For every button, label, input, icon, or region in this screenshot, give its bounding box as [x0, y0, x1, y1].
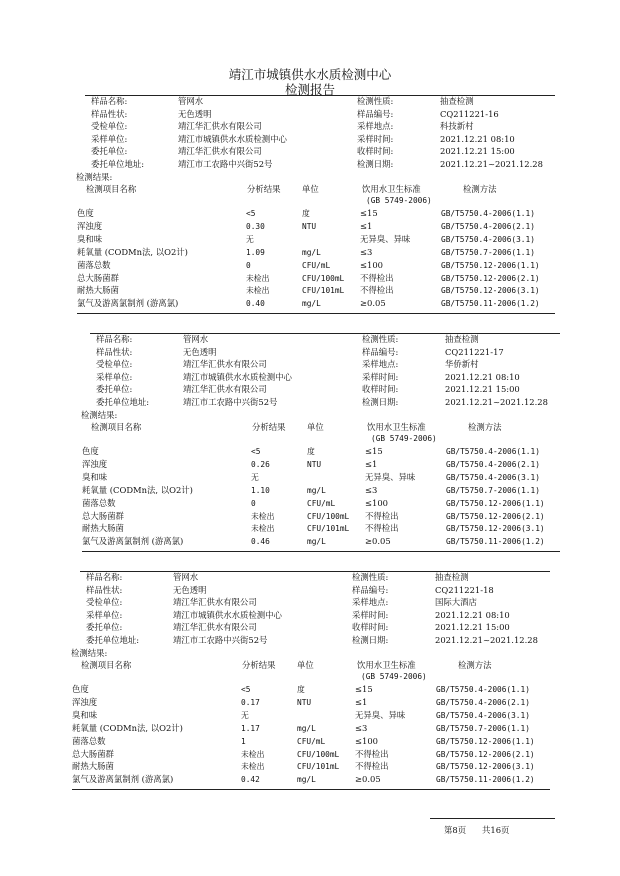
- table-bottom-rule: [82, 551, 560, 552]
- report-title: 靖江市城镇供水水质检测中心: [228, 67, 392, 82]
- row-standard: 无异臭、异味: [365, 471, 416, 482]
- row-unit: NTU: [302, 221, 317, 231]
- row-unit: mg/L: [297, 775, 316, 785]
- row-item: 臭和味: [77, 233, 103, 244]
- field-label: 采样单位:: [96, 371, 133, 382]
- row-result: 未检出: [251, 524, 275, 534]
- row-item: 耗氧量 (CODMn法, 以O2计): [82, 484, 193, 495]
- row-standard: ≤15: [355, 684, 373, 694]
- field-value: CQ211221-18: [435, 584, 494, 595]
- row-result: 无: [246, 234, 254, 244]
- row-result: 0.42: [241, 775, 260, 785]
- field-label: 委托单位地址:: [96, 397, 150, 407]
- row-standard: ≤3: [355, 722, 368, 733]
- row-item: 色度: [77, 208, 94, 218]
- row-unit: 度: [307, 447, 315, 456]
- row-unit: NTU: [307, 459, 322, 469]
- field-label: 委托单位地址:: [86, 635, 140, 645]
- row-unit: mg/L: [307, 537, 326, 547]
- field-value: 靖江市工农路中兴街52号: [173, 635, 268, 645]
- row-item: 色度: [82, 446, 99, 456]
- row-standard: ≤100: [355, 735, 379, 746]
- row-unit: CFU/101mL: [297, 762, 340, 772]
- field-value: 2021.12.21 15:00: [440, 146, 515, 157]
- field-value: 2021.12.21 08:10: [445, 371, 520, 382]
- field-value: 抽查检测: [435, 572, 469, 582]
- field-value: 靖江华汇供水有限公司: [183, 359, 267, 370]
- row-item: 浑浊度: [77, 220, 103, 231]
- field-value: 靖江市城镇供水水质检测中心: [178, 133, 287, 144]
- row-method: GB/T5750.7-2006(1.1): [446, 485, 540, 495]
- column-header-unit: 单位: [302, 184, 319, 194]
- field-value: 华侨新村: [445, 359, 479, 370]
- row-unit: 度: [297, 685, 305, 694]
- row-result: <5: [246, 209, 256, 218]
- field-label: 采样时间:: [352, 609, 389, 620]
- column-header-standard: 饮用水卫生标准: [367, 422, 426, 432]
- field-label: 检测性质:: [357, 96, 394, 106]
- field-label: 委托单位地址:: [91, 159, 145, 169]
- row-method: GB/T5750.4-2006(3.1): [436, 710, 530, 720]
- row-item: 耐热大肠菌: [77, 285, 119, 296]
- column-header-standard-code: (GB 5749-2006): [366, 196, 432, 205]
- row-method: GB/T5750.4-2006(1.1): [446, 447, 540, 456]
- row-standard: ≤3: [360, 246, 373, 257]
- field-value: 管网水: [183, 334, 209, 344]
- row-method: GB/T5750.12-2006(2.1): [441, 273, 540, 283]
- field-label: 检测日期:: [357, 159, 394, 169]
- field-label: 样品性状:: [91, 108, 128, 119]
- row-unit: mg/L: [297, 723, 316, 733]
- row-standard: 无异臭、异味: [360, 233, 411, 244]
- page-total: 共16页: [482, 825, 510, 835]
- field-label: 样品编号:: [357, 108, 394, 119]
- field-label: 收样时间:: [357, 146, 394, 157]
- row-method: GB/T5750.4-2006(3.1): [446, 472, 540, 482]
- field-value: 靖江市工农路中兴街52号: [178, 159, 273, 169]
- column-header-standard-code: (GB 5749-2006): [371, 434, 437, 443]
- row-method: GB/T5750.11-2006(1.2): [446, 537, 545, 547]
- column-header-item: 检测项目名称: [86, 184, 137, 194]
- row-method: GB/T5750.4-2006(1.1): [441, 209, 535, 218]
- row-standard: 不得检出: [365, 510, 399, 521]
- row-result: 未检出: [251, 511, 275, 521]
- field-label: 采样地点:: [357, 121, 394, 132]
- row-method: GB/T5750.11-2006(1.2): [441, 299, 540, 309]
- row-result: <5: [251, 447, 261, 456]
- row-item: 色度: [72, 684, 89, 694]
- field-value: 2021.12.21~2021.12.28: [435, 635, 538, 645]
- row-unit: CFU/101mL: [307, 524, 350, 534]
- row-method: GB/T5750.12-2006(3.1): [441, 286, 540, 296]
- row-result: <5: [241, 685, 251, 694]
- row-item: 耗氧量 (CODMn法, 以O2计): [77, 246, 188, 257]
- field-value: 国际大酒店: [435, 597, 477, 608]
- field-label: 检测日期:: [362, 397, 399, 407]
- row-item: 臭和味: [82, 471, 108, 482]
- field-value: 靖江华汇供水有限公司: [178, 121, 262, 132]
- section-divider: [80, 571, 550, 572]
- results-label: 检测结果:: [76, 172, 113, 182]
- column-header-method: 检测方法: [463, 184, 497, 194]
- row-method: GB/T5750.4-2006(3.1): [441, 234, 535, 244]
- field-value: 2021.12.21 15:00: [435, 622, 510, 633]
- row-result: 未检出: [246, 286, 270, 296]
- row-standard: 不得检出: [355, 761, 389, 772]
- row-standard: 无异臭、异味: [355, 709, 406, 720]
- footer-rule: [430, 818, 555, 819]
- row-unit: CFU/100mL: [307, 511, 350, 521]
- row-method: GB/T5750.4-2006(2.1): [436, 697, 530, 707]
- field-label: 采样单位:: [91, 133, 128, 144]
- field-label: 检测性质:: [352, 572, 389, 582]
- row-method: GB/T5750.4-2006(2.1): [446, 459, 540, 469]
- column-header-standard-code: (GB 5749-2006): [361, 672, 427, 681]
- row-item: 浑浊度: [72, 696, 98, 707]
- row-method: GB/T5750.4-2006(2.1): [441, 221, 535, 231]
- field-label: 样品编号:: [352, 584, 389, 595]
- row-unit: mg/L: [307, 485, 326, 495]
- row-unit: NTU: [297, 697, 312, 707]
- column-header-result: 分析结果: [247, 184, 281, 194]
- field-value: 管网水: [173, 572, 199, 582]
- row-item: 总大肠菌群: [72, 748, 114, 759]
- field-label: 样品性状:: [86, 584, 123, 595]
- row-standard: ≥0.05: [365, 536, 391, 547]
- row-standard: 不得检出: [360, 272, 394, 283]
- row-result: 1: [241, 736, 246, 746]
- row-result: 未检出: [241, 762, 265, 772]
- row-result: 1.17: [241, 723, 260, 733]
- field-label: 收样时间:: [352, 622, 389, 633]
- field-label: 样品名称:: [96, 334, 133, 344]
- row-standard: ≤15: [360, 208, 378, 218]
- field-value: 2021.12.21 08:10: [435, 609, 510, 620]
- field-value: CQ211221-17: [445, 346, 504, 357]
- results-label: 检测结果:: [81, 410, 118, 420]
- section-divider: [90, 333, 560, 334]
- row-unit: 度: [302, 209, 310, 218]
- field-label: 采样地点:: [362, 359, 399, 370]
- row-standard: ≤1: [355, 696, 368, 707]
- field-value: 科技新村: [440, 121, 474, 132]
- row-result: 0.17: [241, 697, 260, 707]
- column-header-result: 分析结果: [242, 660, 276, 670]
- column-header-method: 检测方法: [468, 422, 502, 432]
- row-standard: 不得检出: [365, 523, 399, 534]
- row-item: 耗氧量 (CODMn法, 以O2计): [72, 722, 183, 733]
- report-subtitle: 检测报告: [284, 82, 335, 97]
- row-unit: mg/L: [302, 299, 321, 309]
- row-item: 臭和味: [72, 709, 98, 720]
- column-header-result: 分析结果: [252, 422, 286, 432]
- column-header-unit: 单位: [307, 422, 324, 432]
- row-unit: CFU/100mL: [302, 273, 345, 283]
- field-label: 采样单位:: [86, 609, 123, 620]
- row-item: 耐热大肠菌: [72, 761, 114, 772]
- row-result: 1.10: [251, 485, 270, 495]
- field-value: 靖江华汇供水有限公司: [173, 622, 257, 633]
- row-item: 菌落总数: [72, 735, 106, 746]
- row-item: 菌落总数: [82, 497, 116, 508]
- row-result: 无: [251, 472, 259, 482]
- row-result: 1.09: [246, 247, 265, 257]
- row-item: 总大肠菌群: [77, 272, 119, 283]
- field-label: 样品名称:: [86, 572, 123, 582]
- field-value: 管网水: [178, 96, 204, 106]
- row-unit: CFU/101mL: [302, 286, 345, 296]
- field-label: 样品性状:: [96, 346, 133, 357]
- field-value: 无色透明: [173, 584, 207, 595]
- field-value: 2021.12.21~2021.12.28: [445, 397, 548, 407]
- table-bottom-rule: [72, 789, 550, 790]
- row-item: 浑浊度: [82, 458, 108, 469]
- field-label: 采样时间:: [362, 371, 399, 382]
- row-unit: CFU/mL: [307, 498, 336, 508]
- field-value: 2021.12.21~2021.12.28: [440, 159, 543, 169]
- row-method: GB/T5750.4-2006(1.1): [436, 685, 530, 694]
- results-label: 检测结果:: [71, 648, 108, 658]
- row-standard: ≤1: [360, 220, 373, 231]
- row-item: 总大肠菌群: [82, 510, 124, 521]
- column-header-standard: 饮用水卫生标准: [357, 660, 416, 670]
- row-item: 氯气及游离氯制剂 (游离氯): [72, 774, 174, 785]
- row-result: 0: [246, 260, 251, 270]
- section-divider: [85, 95, 555, 96]
- row-item: 菌落总数: [77, 259, 111, 270]
- column-header-unit: 单位: [297, 660, 314, 670]
- row-standard: ≤1: [365, 458, 378, 469]
- field-value: 靖江华汇供水有限公司: [183, 384, 267, 395]
- field-value: 抽查检测: [445, 334, 479, 344]
- row-unit: CFU/mL: [302, 260, 331, 270]
- row-method: GB/T5750.12-2006(3.1): [436, 762, 535, 772]
- row-result: 0.46: [251, 537, 270, 547]
- field-label: 委托单位:: [86, 622, 123, 633]
- field-value: 靖江市城镇供水水质检测中心: [183, 371, 292, 382]
- field-label: 受检单位:: [91, 121, 128, 132]
- row-unit: CFU/mL: [297, 736, 326, 746]
- row-unit: CFU/100mL: [297, 749, 340, 759]
- row-standard: ≥0.05: [355, 774, 381, 785]
- column-header-standard: 饮用水卫生标准: [362, 184, 421, 194]
- row-result: 0: [251, 498, 256, 508]
- field-value: 无色透明: [183, 346, 217, 357]
- field-value: 靖江市工农路中兴街52号: [183, 397, 278, 407]
- row-method: GB/T5750.7-2006(1.1): [436, 723, 530, 733]
- field-label: 样品名称:: [91, 96, 128, 106]
- row-standard: ≤15: [365, 446, 383, 456]
- row-result: 未检出: [241, 749, 265, 759]
- row-method: GB/T5750.12-2006(3.1): [446, 524, 545, 534]
- field-label: 收样时间:: [362, 384, 399, 395]
- field-value: 靖江华汇供水有限公司: [173, 597, 257, 608]
- field-value: 靖江市城镇供水水质检测中心: [173, 609, 282, 620]
- field-value: 2021.12.21 08:10: [440, 133, 515, 144]
- row-standard: ≤3: [365, 484, 378, 495]
- row-standard: ≥0.05: [360, 298, 386, 309]
- row-standard: 不得检出: [360, 285, 394, 296]
- row-method: GB/T5750.12-2006(2.1): [446, 511, 545, 521]
- row-method: GB/T5750.12-2006(1.1): [441, 260, 540, 270]
- field-label: 采样地点:: [352, 597, 389, 608]
- row-method: GB/T5750.12-2006(1.1): [436, 736, 535, 746]
- field-label: 检测性质:: [362, 334, 399, 344]
- column-header-item: 检测项目名称: [91, 422, 142, 432]
- field-label: 受检单位:: [86, 597, 123, 608]
- page-number: 第8页: [444, 825, 467, 835]
- row-result: 未检出: [246, 273, 270, 283]
- row-item: 耐热大肠菌: [82, 523, 124, 534]
- field-value: 2021.12.21 15:00: [445, 384, 520, 395]
- row-result: 无: [241, 710, 249, 720]
- field-value: 无色透明: [178, 108, 212, 119]
- row-item: 氯气及游离氯制剂 (游离氯): [77, 298, 179, 309]
- row-item: 氯气及游离氯制剂 (游离氯): [82, 536, 184, 547]
- row-result: 0.40: [246, 299, 265, 309]
- row-result: 0.26: [251, 459, 270, 469]
- row-result: 0.30: [246, 221, 265, 231]
- row-method: GB/T5750.7-2006(1.1): [441, 247, 535, 257]
- field-label: 委托单位:: [91, 146, 128, 157]
- row-method: GB/T5750.12-2006(1.1): [446, 498, 545, 508]
- field-label: 采样时间:: [357, 133, 394, 144]
- row-standard: ≤100: [365, 497, 389, 508]
- field-value: 抽查检测: [440, 96, 474, 106]
- row-standard: 不得检出: [355, 748, 389, 759]
- row-unit: mg/L: [302, 247, 321, 257]
- row-method: GB/T5750.11-2006(1.2): [436, 775, 535, 785]
- field-label: 委托单位:: [96, 384, 133, 395]
- field-label: 检测日期:: [352, 635, 389, 645]
- field-label: 样品编号:: [362, 346, 399, 357]
- table-bottom-rule: [77, 313, 555, 314]
- row-method: GB/T5750.12-2006(2.1): [436, 749, 535, 759]
- field-value: 靖江华汇供水有限公司: [178, 146, 262, 157]
- column-header-method: 检测方法: [458, 660, 492, 670]
- field-value: CQ211221-16: [440, 108, 499, 119]
- row-standard: ≤100: [360, 259, 384, 270]
- field-label: 受检单位:: [96, 359, 133, 370]
- column-header-item: 检测项目名称: [81, 660, 132, 670]
